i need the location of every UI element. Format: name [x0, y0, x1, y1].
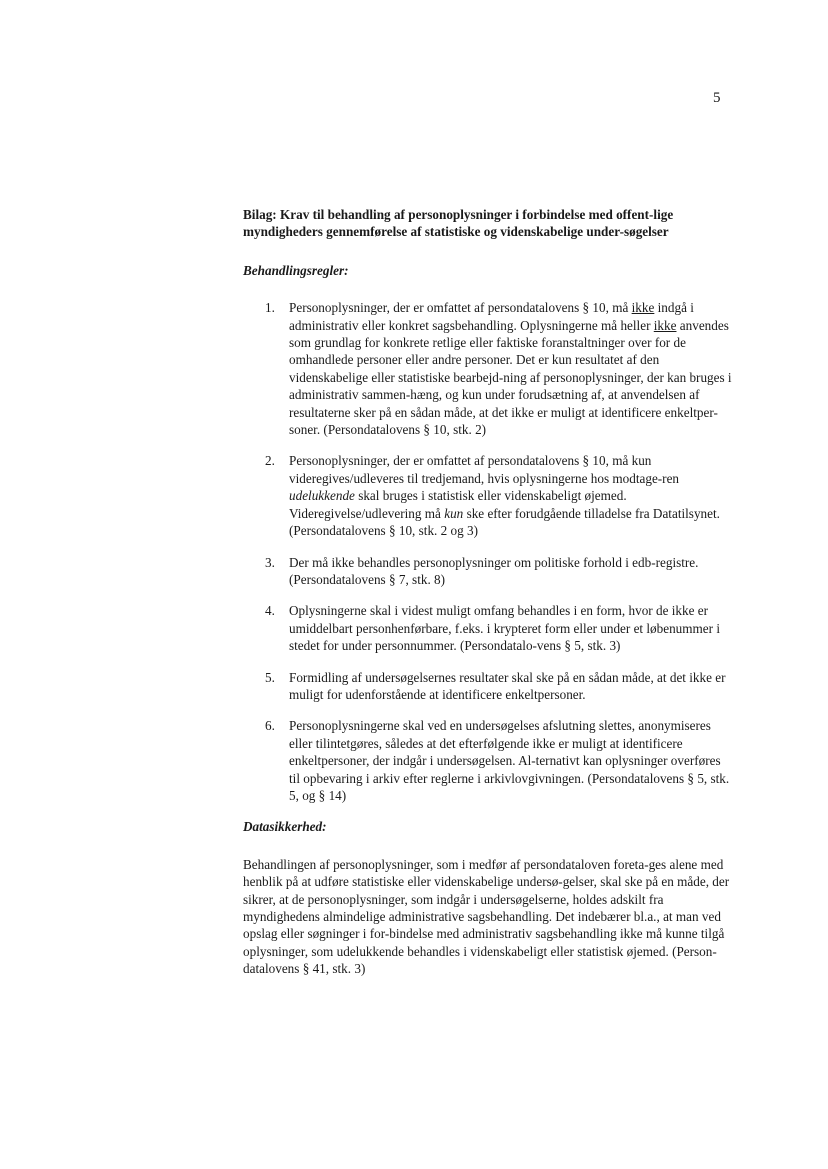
text-run: ske efter forudgående tilladelse fra Datatilsynet. (Persondatalovens § 10, stk. 2 og 3)	[289, 505, 720, 539]
text-run: anvendes som grundlag for konkrete retlige eller faktiske foranstaltninger over for de omhandlede personer eller andre personer. Det er kun resultatet af den videnskabelige eller statistiske bearbejd-ning af personoplysninger, der kan bruges i administrativ sammen-hæng, og kun under forudsætning af, at anvendelsen af resultaterne sker på en sådan måde, at det ikke er muligt at identificere enkeltper-soner. (Persondatalovens § 10, stk. 2)	[289, 317, 732, 438]
page-number: 5	[713, 90, 721, 106]
rule-number: 6.	[265, 718, 275, 734]
rule-number: 1.	[265, 300, 275, 316]
rule-text	[289, 300, 732, 437]
italic-text: udelukkende	[289, 488, 355, 504]
rule-item	[243, 554, 733, 589]
rule-text	[289, 670, 726, 702]
datasecurity-section-title: Datasikkerhed:	[243, 819, 327, 835]
text-run: skal bruges i statistisk eller videnskabeligt øjemed. Videregivelse/udlevering må	[289, 488, 627, 521]
text-run: Personoplysningerne skal ved en undersøgelses afslutning slettes, anonymiseres eller tilintetgøres, således at det efterfølgende ikke er muligt at identificere enkeltpersoner, der indgår i undersøgelsen. Al-ternativt kan oplysninger overføres til opbevaring i arkiv efter reglerne i arkivlovgivningen. (Persondatalovens § 5, stk. 5, og § 14)	[289, 718, 730, 803]
rule-item	[243, 452, 733, 539]
rule-number: 4.	[265, 603, 275, 619]
rule-number: 2.	[265, 453, 275, 469]
underlined-text: ikke	[631, 300, 655, 316]
datasecurity-paragraph: Behandlingen af personoplysninger, som i medfør af persondataloven foreta-ges alene med henblik på at udføre statistiske eller videnskabelige undersø-gelser, skal ske på en måde, der sikrer, at de personoplysninger, som indgår i undersøgelserne, holdes adskilt fra myndighedens almindelige administrative sagsbehandling. Det indebærer bl.a., at man ved opslag eller søgninger i for-bindelse med administrativ sagsbehandling ikke må kunne tilgå oplysninger, som udelukkende behandles i videnskabeligt eller statistisk øjemed. (Person-datalovens § 41, stk. 3)	[243, 856, 730, 977]
rule-text	[289, 555, 698, 587]
rule-number: 5.	[265, 669, 275, 685]
rule-item	[243, 669, 733, 704]
rule-item	[243, 299, 733, 438]
text-run: Formidling af undersøgelsernes resultater skal ske på en sådan måde, at det ikke er muligt for udenforstående at identificere enkeltpersoner.	[289, 669, 726, 702]
text-run: indgå i administrativ eller konkret sagsbehandling. Oplysningerne må heller	[289, 300, 694, 333]
text-run: Oplysningerne skal i videst muligt omfang behandles i en form, hvor de ikke er umiddelbart personhenførbare, f.eks. i krypteret form eller under et løbenummer i stedet for under personnummer. (Persondatalo-vens § 5, stk. 3)	[289, 603, 721, 654]
rule-item	[243, 602, 733, 654]
text-run: Der må ikke behandles personoplysninger om politiske forhold i edb-registre. (Persondatalovens § 7, stk. 8)	[289, 554, 699, 587]
document-heading: Bilag: Krav til behandling af personoplysninger i forbindelse med offent-lige myndigheders gennemførelse af statistiske og videnskabelige under-søgelser	[243, 207, 674, 240]
text-run: Personoplysninger, der er omfattet af persondatalovens § 10, må	[289, 300, 632, 316]
text-run: Personoplysninger, der er omfattet af persondatalovens § 10, må kun videregives/udleveres til tredjemand, hvis oplysningerne hos modtage-ren	[289, 453, 680, 486]
rule-text	[289, 718, 729, 803]
rules-list	[243, 299, 733, 804]
document-body	[243, 206, 733, 978]
rule-item	[243, 717, 733, 804]
rule-number: 3.	[265, 554, 275, 570]
italic-text: kun	[444, 505, 464, 521]
rule-text	[289, 453, 720, 538]
rules-section-title: Behandlingsregler:	[243, 262, 349, 278]
rule-text	[289, 603, 720, 653]
underlined-text: ikke	[653, 317, 677, 333]
